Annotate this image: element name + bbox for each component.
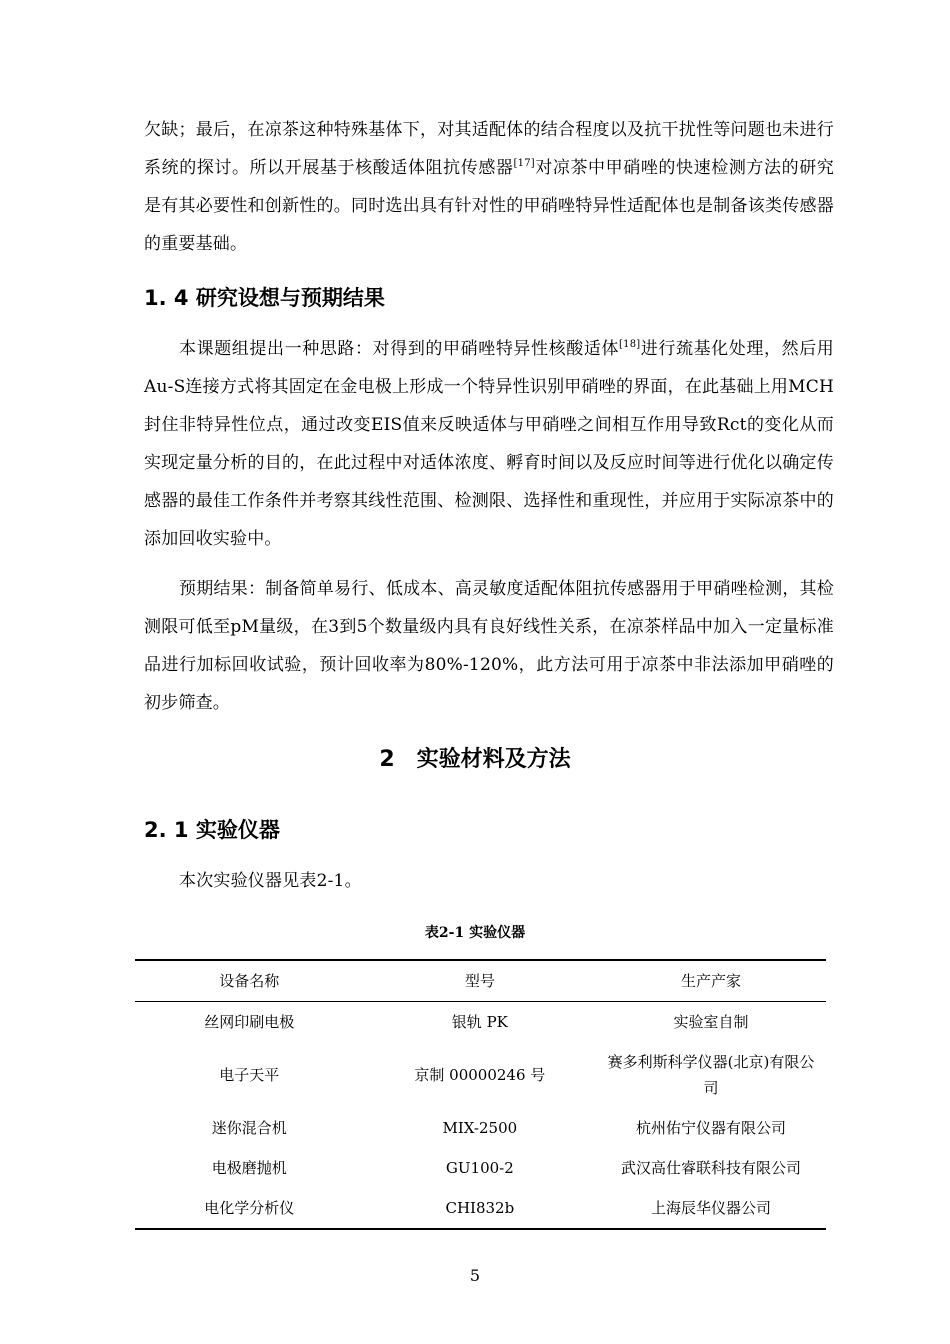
cell-manufacturer: 杭州佑宁仪器有限公司	[636, 1119, 787, 1137]
intro-text: 欠缺；最后，在凉茶这种特殊基体下，对其适配体的结合程度以及抗干扰性等问题也未进行系统的探讨。所以开展基于核酸适体阻抗传感器	[144, 120, 834, 178]
table-row	[135, 1002, 826, 1043]
section-1-4-paragraph-2: 预期结果：制备简单易行、低成本、高灵敏度适配体阻抗传感器用于甲硝唑检测，其检测限可低至pM量级，在3到5个数量级内具有良好线性关系，在凉茶样品中加入一定量标准品进行加标回收试验，预计回收率为80%-120%，此方法可用于凉茶中非法添加甲硝唑的初步筛查。	[144, 579, 834, 713]
citation-18: [18]	[619, 339, 641, 350]
cell-device: 电子天平	[219, 1066, 280, 1084]
table-caption: 表2-1 实验仪器	[424, 925, 526, 941]
cell-device: 电化学分析仪	[204, 1199, 295, 1217]
table-row	[135, 1148, 826, 1188]
section-heading-1-4: 1. 4 研究设想与预期结果	[144, 286, 385, 310]
citation-17: [17]	[513, 158, 535, 169]
cell-model: MIX-2500	[442, 1119, 518, 1137]
cell-model: CHI832b	[445, 1199, 515, 1217]
instrument-table	[135, 959, 826, 1230]
section-heading-2-1: 2. 1 实验仪器	[144, 818, 280, 842]
cell-manufacturer: 赛多利斯科学仪器(北京)有限公司	[607, 1053, 815, 1097]
paragraph-text: 本课题组提出一种思路：对得到的甲硝唑特异性核酸适体	[179, 339, 620, 359]
header-device-name: 设备名称	[219, 972, 280, 990]
table-header-row	[135, 960, 826, 1002]
cell-model: 京制 00000246 号	[414, 1066, 546, 1084]
table-row	[135, 1108, 826, 1148]
intro-text-tail: 对凉茶中甲硝唑的快速检测方法的研究是有其必要性和创新性的。同时选出具有针对性的甲硝唑特异性适配体也是制备该类传感器的重要基础。	[144, 158, 834, 254]
cell-manufacturer: 实验室自制	[673, 1013, 749, 1031]
cell-model: 银轨 PK	[451, 1013, 508, 1031]
cell-device: 电极磨抛机	[211, 1159, 287, 1177]
paragraph-text-tail: 进行巯基化处理，然后用Au-S连接方式将其固定在金电极上形成一个特异性识别甲硝唑的界面，在此基础上用MCH封住非特异性位点，通过改变EIS值来反映适体与甲硝唑之间相互作用导致Rct的变化从而实现定量分析的目的，在此过程中对适体浓度、孵育时间以及反应时间等进行优化以确定传感器的最佳工作条件并考察其线性范围、检测限、选择性和重现性，并应用于实际凉茶中的添加回收实验中。	[144, 339, 834, 549]
table-row	[135, 1188, 826, 1229]
chapter-heading-2: 2 实验材料及方法	[379, 747, 571, 772]
section-1-4-paragraph-1	[144, 330, 834, 558]
header-manufacturer: 生产产家	[681, 972, 742, 990]
section-2-1-intro: 本次实验仪器见表2-1。	[179, 871, 362, 891]
cell-model: GU100-2	[445, 1159, 514, 1177]
table-row	[135, 1042, 826, 1108]
page-number: 5	[469, 1266, 481, 1285]
cell-manufacturer: 武汉高仕睿联科技有限公司	[621, 1159, 802, 1177]
cell-manufacturer: 上海辰华仪器公司	[651, 1199, 772, 1217]
header-model: 型号	[464, 972, 495, 990]
cell-device: 丝网印刷电极	[204, 1013, 295, 1031]
cell-device: 迷你混合机	[211, 1119, 287, 1137]
intro-paragraph	[144, 111, 834, 263]
